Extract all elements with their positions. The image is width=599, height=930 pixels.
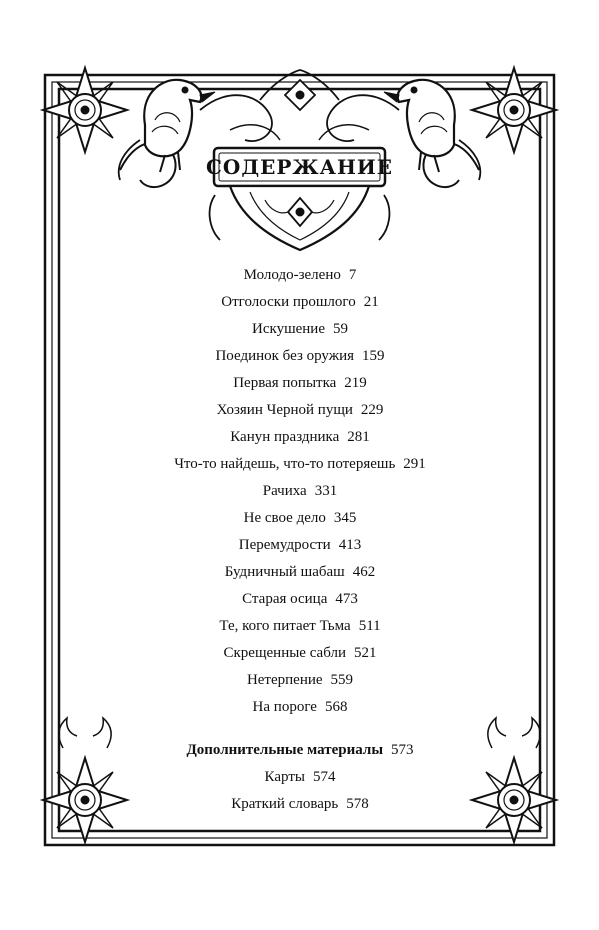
toc-entry xyxy=(60,424,540,451)
toc-entry-page: 462 xyxy=(352,564,376,580)
toc-entry-page: 473 xyxy=(335,591,358,607)
toc-entry-page: 159 xyxy=(362,348,385,364)
toc-entry xyxy=(60,343,540,370)
toc-entry xyxy=(60,640,540,667)
toc-entry-page: 568 xyxy=(324,699,348,715)
toc-entry-title: Рачиха xyxy=(262,483,307,499)
toc-entry-title: Молодо-зелено xyxy=(243,267,341,283)
toc-entry-title: Дополнительные материалы xyxy=(186,742,384,758)
toc-entry-page: 559 xyxy=(330,672,354,688)
toc-entry-page: 521 xyxy=(353,645,377,661)
toc-entry xyxy=(60,262,540,289)
toc-entry-title: Старая осица xyxy=(242,591,328,607)
toc-entry-page: 59 xyxy=(333,321,348,337)
toc-entry-page: 229 xyxy=(360,402,384,418)
toc-entry xyxy=(60,478,540,505)
toc-entry-extras xyxy=(60,737,540,764)
toc-entry xyxy=(60,370,540,397)
toc-entry-title: Те, кого питает Тьма xyxy=(219,618,351,634)
toc-entry-title: Поединок без оружия xyxy=(215,348,355,364)
toc-entry xyxy=(60,791,540,818)
toc-entry xyxy=(60,289,540,316)
toc-entry-title: Будничный шабаш xyxy=(224,564,345,580)
bird-right xyxy=(384,80,480,180)
toc-entry xyxy=(60,505,540,532)
toc-entry xyxy=(60,667,540,694)
toc-entry xyxy=(60,586,540,613)
toc-entry xyxy=(60,764,540,791)
toc-entry xyxy=(60,694,540,721)
table-of-contents xyxy=(60,262,540,818)
corner-medallion-top-left xyxy=(43,68,127,152)
title-plate xyxy=(206,148,393,186)
toc-entry-page: 331 xyxy=(314,483,338,499)
toc-entry-page: 345 xyxy=(333,510,357,526)
toc-entry-page: 291 xyxy=(403,456,426,472)
toc-entry-title: Краткий словарь xyxy=(231,796,339,812)
toc-entry xyxy=(60,316,540,343)
toc-entry xyxy=(60,451,540,478)
toc-entry-page: 281 xyxy=(347,429,370,445)
toc-entry-page: 573 xyxy=(391,742,414,758)
toc-entry-page: 219 xyxy=(344,375,367,391)
toc-entry xyxy=(60,532,540,559)
toc-entry-title: Карты xyxy=(264,769,305,785)
toc-entry-title: Отголоски прошлого xyxy=(221,294,356,310)
toc-entry-title: Перемудрости xyxy=(238,537,331,553)
toc-entry-title: Канун праздника xyxy=(230,429,340,445)
toc-entry-title: Не свое дело xyxy=(243,510,326,526)
toc-entry-title: Что-то найдешь, что-то потеряешь xyxy=(174,456,396,472)
toc-entry-title: Скрещенные сабли xyxy=(223,645,346,661)
toc-entry xyxy=(60,559,540,586)
toc-entry-page: 413 xyxy=(338,537,362,553)
bird-left xyxy=(119,80,215,180)
toc-entry-title: Нетерпение xyxy=(246,672,323,688)
toc-entry-page: 511 xyxy=(358,618,381,634)
toc-entry-page: 7 xyxy=(348,267,357,283)
toc-entry-page: 21 xyxy=(363,294,379,310)
toc-entry-page: 578 xyxy=(346,796,369,812)
toc-entry xyxy=(60,397,540,424)
page-title: СОДЕРЖАНИЕ xyxy=(206,155,393,179)
toc-entry-title: Искушение xyxy=(252,321,325,337)
toc-entry-page: 574 xyxy=(312,769,336,785)
toc-entry-title: На пороге xyxy=(252,699,317,715)
toc-entry-title: Хозяин Черной пущи xyxy=(216,402,353,418)
toc-spacer xyxy=(60,721,540,737)
toc-entry-title: Первая попытка xyxy=(233,375,337,391)
corner-medallion-top-right xyxy=(472,68,556,152)
toc-entry xyxy=(60,613,540,640)
